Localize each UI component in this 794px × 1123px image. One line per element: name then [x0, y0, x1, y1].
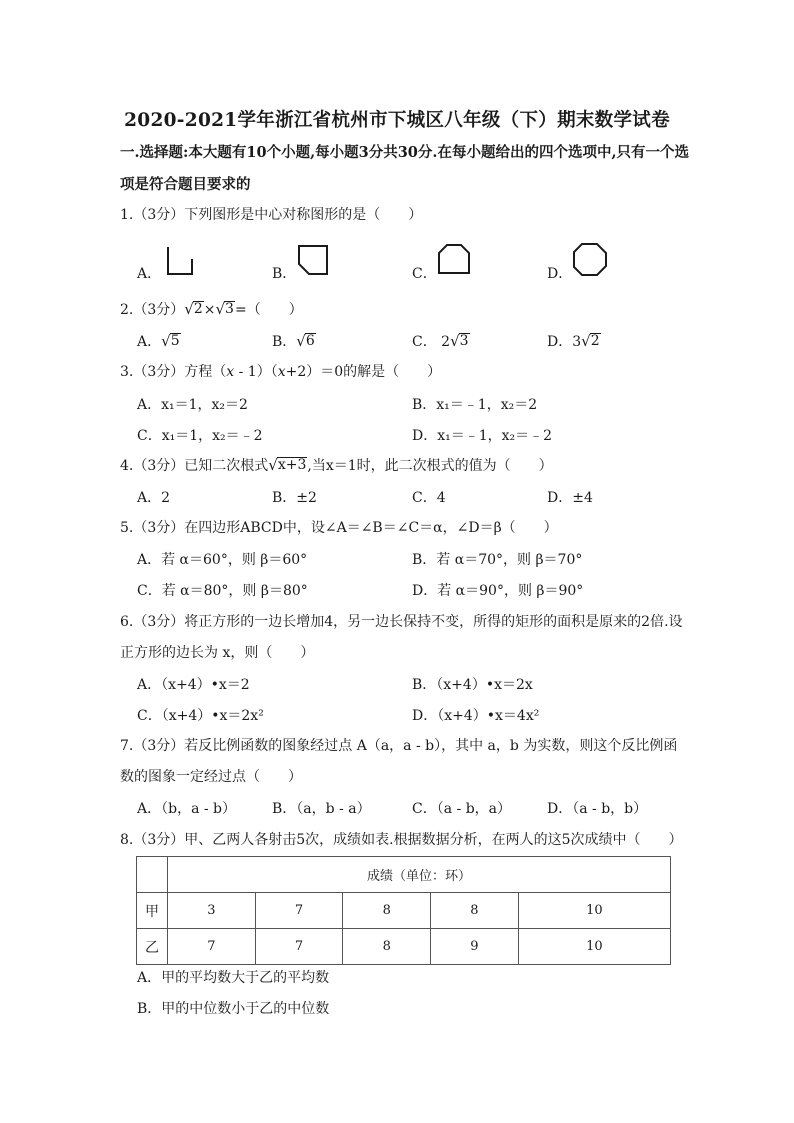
q6-option-a: A．（x+4）•x＝2	[137, 677, 250, 693]
table-cell: 10	[518, 929, 670, 965]
q4-option-a: A．2	[137, 490, 171, 506]
table-cell: 7	[255, 929, 343, 965]
page-title: 2020-2021学年浙江省杭州市下城区八年级（下）期末数学试卷	[124, 110, 670, 131]
q7-option-d: D．（a - b，b）	[547, 801, 648, 817]
section-heading-line1: 一.选择题:本大题有10个小题,每小题3分共30分.在每小题给出的四个选项中,只有一个选	[120, 144, 689, 161]
question-8-stem: 8.（3分）甲、乙两人各射击5次，成绩如表.根据数据分析，在两人的这5次成绩中（ ）	[120, 832, 683, 848]
partial-square-icon	[165, 245, 195, 277]
cut-corner-square-icon	[297, 244, 329, 276]
table-header: 成绩（单位：环）	[168, 857, 671, 893]
q1-option-d-label: D．	[547, 266, 573, 282]
question-7-line2: 数的图象一定经过点（ ）	[120, 769, 302, 785]
table-header-row	[137, 857, 671, 893]
sqrt-3: √ 3	[215, 300, 234, 318]
table-cell: 10	[518, 893, 670, 929]
q2-suffix: =（ ）	[234, 302, 303, 318]
q7-option-b: B．（a，b - a）	[272, 801, 371, 817]
q7-option-a: A．（b，a - b）	[137, 801, 237, 817]
q4-option-d: D．±4	[547, 490, 593, 506]
q1-option-c-label: C．	[412, 266, 437, 282]
q8-option-a: A．甲的平均数大于乙的平均数	[137, 970, 330, 986]
q5-option-c: C．若 α＝80°，则 β＝80°	[137, 583, 308, 599]
table-cell: 8	[431, 893, 519, 929]
q2-option-c: C． 2 √ 3	[412, 332, 469, 350]
times-sign: ×	[203, 302, 216, 318]
q2-prefix: 2.（3分）	[120, 302, 185, 318]
q2-option-d: D．3 √ 2	[547, 332, 600, 350]
table-cell: 7	[255, 893, 343, 929]
q3-option-a: A．x₁＝1，x₂＝2	[137, 397, 248, 413]
question-2-stem	[120, 295, 695, 326]
question-6-line1: 6.（3分）将正方形的一边长增加4，另一边长保持不变，所得的矩形的面积是原来的2倍.设	[120, 614, 683, 630]
table-cell: 7	[168, 929, 256, 965]
q4-option-b: B．±2	[272, 490, 317, 506]
sqrt-x-plus-3: √ x+3	[268, 456, 307, 474]
table-cell: 8	[343, 893, 431, 929]
q2-option-b: B． √ 6	[272, 332, 315, 350]
question-5-stem: 5.（3分）在四边形ABCD中，设∠A＝∠B＝∠C＝α，∠D＝β（ ）	[120, 520, 558, 536]
sqrt-2: √ 2	[184, 300, 203, 318]
q2-option-a: A． √ 5	[137, 332, 180, 350]
q6-option-c: C．（x+4）•x＝2x²	[137, 708, 264, 724]
q8-option-b: B．甲的中位数小于乙的中位数	[137, 1001, 330, 1017]
table-cell: 3	[168, 893, 256, 929]
table-row	[137, 929, 671, 965]
q1-option-a-label: A．	[137, 266, 162, 282]
question-1-stem: 1.（3分）下列图形是中心对称图形的是（ ）	[120, 207, 423, 223]
q6-option-b: B．（x+4）•x＝2x	[412, 677, 533, 693]
table-cell: 9	[431, 929, 519, 965]
q4-option-c: C．4	[412, 490, 446, 506]
table-row	[137, 893, 671, 929]
section-heading-line2: 项是符合题目要求的	[120, 176, 251, 193]
q6-option-d: D．（x+4）•x＝4x²	[412, 708, 540, 724]
table-cell: 8	[343, 929, 431, 965]
score-table	[136, 856, 671, 965]
question-7-line1: 7.（3分）若反比例函数的图象经过点 A（a，a - b），其中 a，b 为实数，则这个反比例函	[120, 738, 678, 754]
octagon-icon	[572, 242, 608, 278]
q5-option-d: D．若 α＝90°，则 β＝90°	[412, 583, 584, 599]
q1-option-b-label: B．	[272, 266, 297, 282]
row-label: 甲	[137, 893, 168, 929]
question-4-stem: 4.（3分）已知二次根式 √ x+3 ,当x＝1时，此二次根式的值为（ ）	[120, 456, 553, 474]
q3-option-b: B．x₁＝﹣1，x₂＝2	[412, 397, 538, 413]
q5-option-b: B．若 α＝70°，则 β＝70°	[412, 552, 583, 568]
q3-option-c: C．x₁＝1，x₂＝﹣2	[137, 428, 263, 444]
q3-option-d: D．x₁＝﹣1，x₂＝﹣2	[412, 428, 553, 444]
question-6-line2: 正方形的边长为 x，则（ ）	[120, 645, 315, 661]
q7-option-c: C．（a - b，a）	[412, 801, 511, 817]
q5-option-a: A．若 α＝60°，则 β＝60°	[137, 552, 308, 568]
question-3-stem: 3.（3分）方程（x - 1）（x+2）＝0的解是（ ）	[120, 364, 442, 380]
house-pentagon-icon	[437, 243, 471, 275]
row-label: 乙	[137, 929, 168, 965]
